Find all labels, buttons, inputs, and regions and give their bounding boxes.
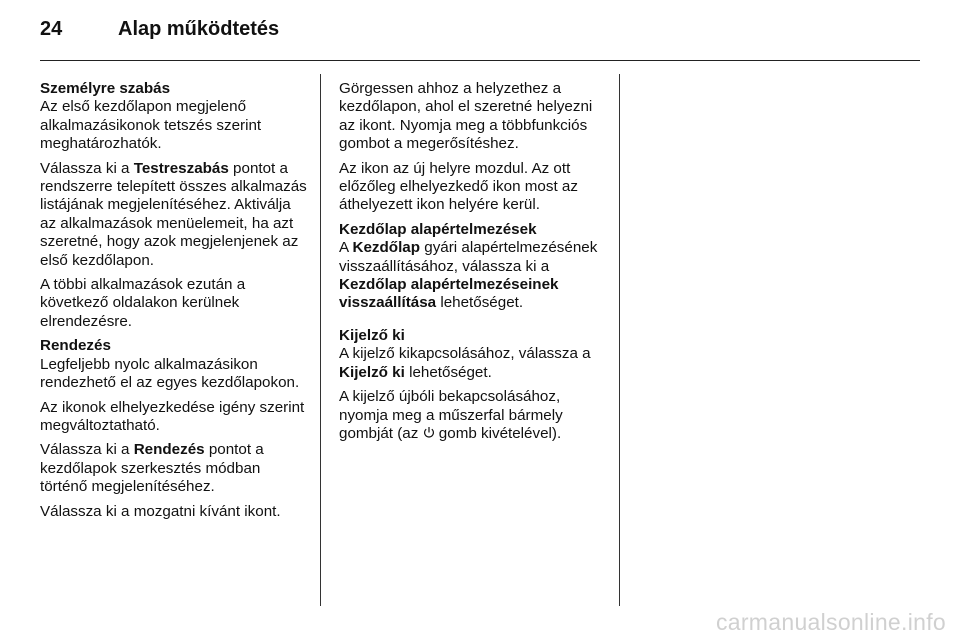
column-1 [40,80,308,527]
text-span: A kijelző újbóli bekapcsolásához, nyomja meg a műszerfal bármely gombját (az [339,388,563,442]
menu-term: Kezdőlap alapértelmezéseinek visszaállítása [339,276,559,312]
paragraph [339,388,607,443]
text-span: lehetőséget. [404,363,492,381]
text-span: gomb kivételével). [434,424,562,442]
section-heading-home-defaults: Kezdőlap alapértelmezések [339,220,537,238]
header-divider [40,60,920,61]
paragraph: Az első kezdőlapon megjelenő alkalmazásikonok tetszés szerint meghatározhatók. [40,98,262,153]
paragraph: Legfeljebb nyolc alkalmazásikon rendezhető el az egyes kezdőlapokon. [40,355,300,392]
page-title: Alap működtetés [118,18,280,40]
column-divider-2 [619,74,620,606]
page-number: 24 [40,18,63,40]
text-span: gyári alapértelmezésének visszaállításához, válassza ki a [339,239,598,275]
paragraph: A többi alkalmazások ezután a következő oldalakon kerülnek elrendezésre. [40,276,246,330]
paragraph [339,239,607,313]
text-span: A [339,239,353,257]
power-icon [423,426,435,441]
paragraph: Válassza ki a mozgatni kívánt ikont. [40,502,281,520]
paragraph: Az ikon az új helyre mozdul. Az ott előzőleg elhelyezkedő ikon most az áthelyezett ikon helyére kerül. [339,159,578,214]
menu-term: Rendezés [133,441,205,459]
text-span: lehetőséget. [436,294,524,312]
menu-term: Testreszabás [133,159,229,177]
text-span: pontot a kezdőlapok szerkesztés módban történő megjelenítéséhez. [40,441,264,496]
paragraph [40,441,308,496]
section-heading-arrange: Rendezés [40,337,111,355]
text-span: Válassza ki a [40,159,134,177]
watermark: carmanualsonline.info [715,609,946,635]
column-2 [339,80,607,449]
menu-term: Kijelző ki [339,363,405,381]
paragraph [339,345,607,382]
menu-term: Kezdőlap [352,239,421,257]
paragraph: Az ikonok elhelyezkedése igény szerint megváltoztatható. [40,398,305,434]
section-heading-display-off: Kijelző ki [339,326,405,344]
paragraph: Görgessen ahhoz a helyzethez a kezdőlapon, ahol el szeretné helyezni az ikont. Nyomja meg a többfunkciós gombot a megerősítéshez. [339,80,593,153]
text-span: pontot a rendszerre telepített összes alkalmazás listájának megjelenítéséhez. Aktiválja az alkalmazások menüelemeit, ha azt szeretné, hogy azok megjelenjenek az első kezdőlapon. [40,159,307,269]
text-span: Válassza ki a [40,441,134,459]
column-divider-1 [320,74,321,606]
text-span: A kijelző kikapcsolásához, válassza a [339,345,591,363]
page-header [40,18,279,41]
section-heading-personalize: Személyre szabás [40,80,171,97]
paragraph [40,160,308,270]
